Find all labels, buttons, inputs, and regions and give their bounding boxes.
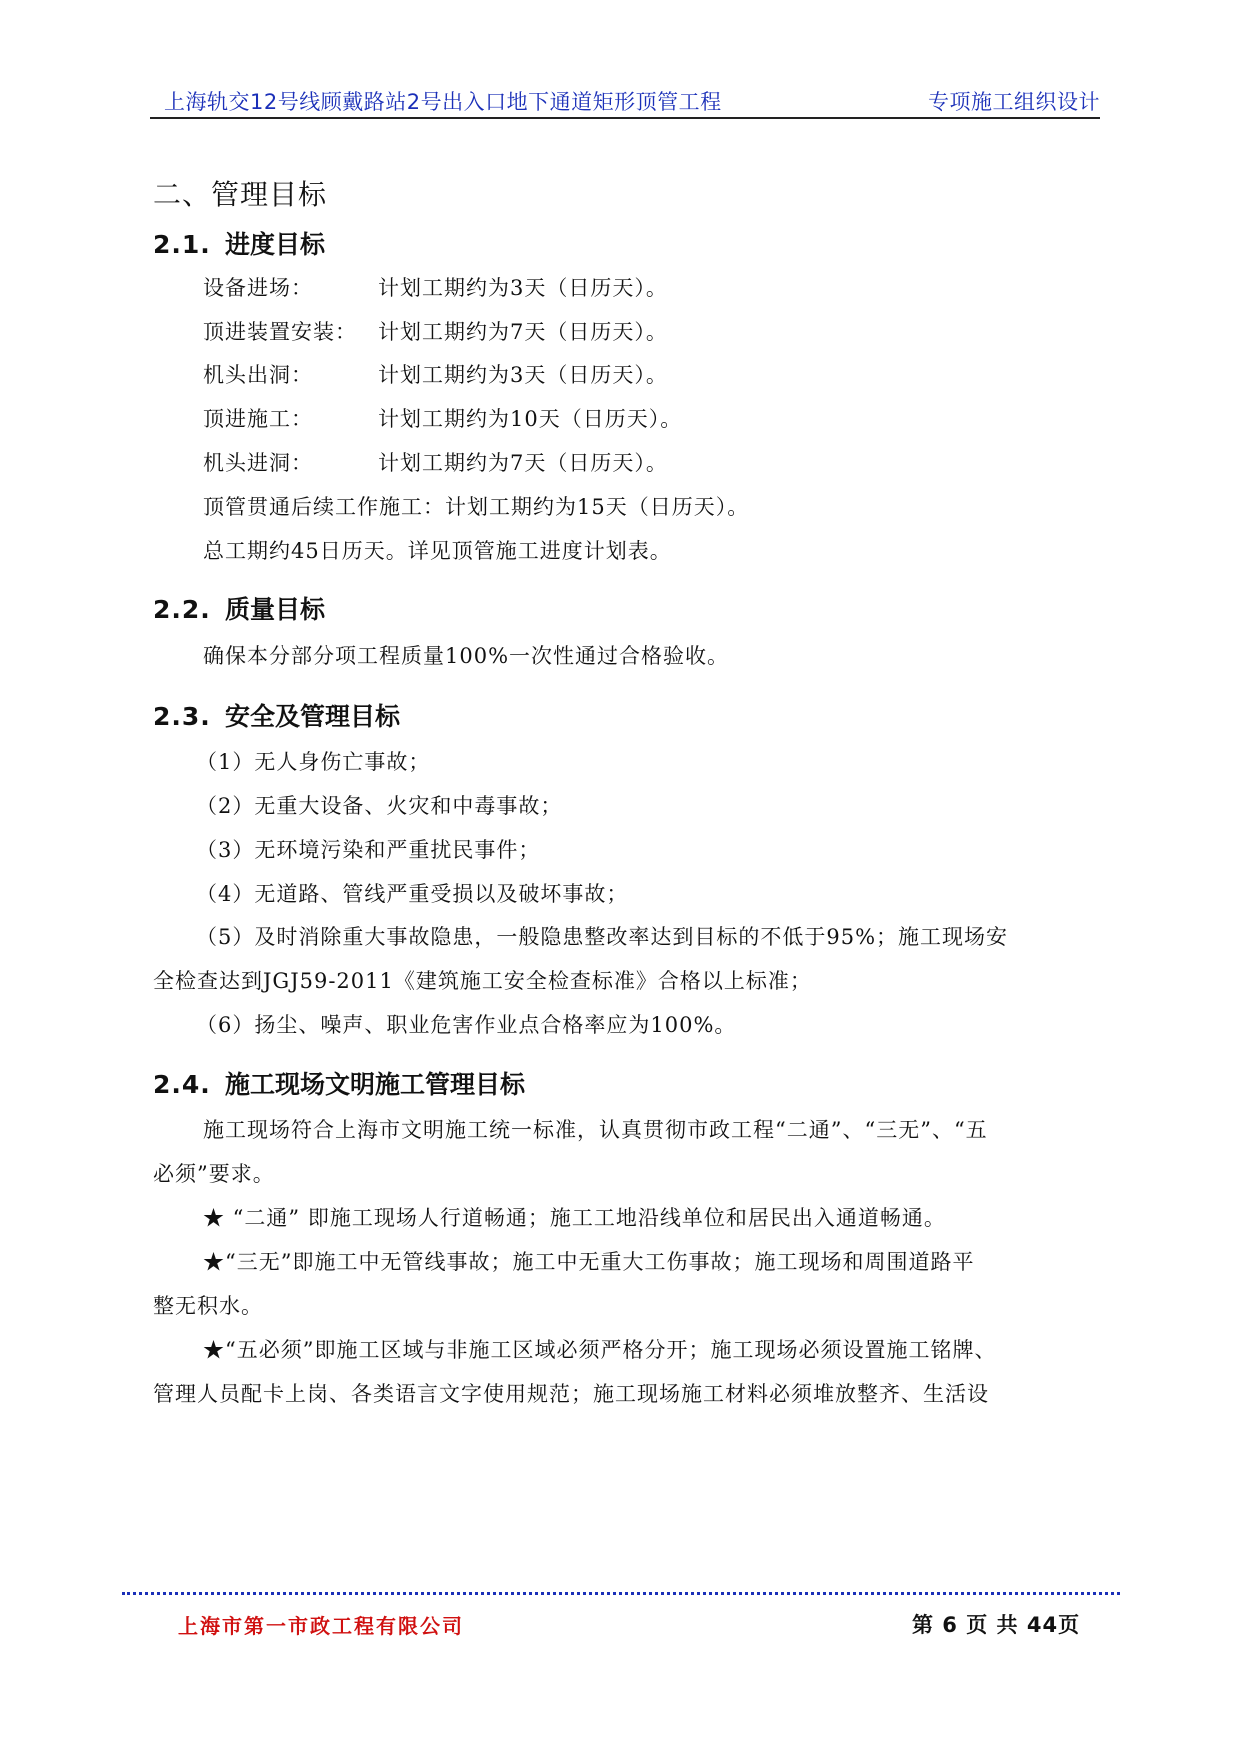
star-paragraph: ★ “二通” 即施工现场人行道畅通；施工工地沿线单位和居民出入通道畅通。: [203, 1206, 946, 1230]
footer-page-number: 第 6 页 共 44页: [912, 1613, 1081, 1637]
subsection-title: 质量目标: [225, 595, 326, 624]
subsection-number: 2.3.: [153, 702, 211, 731]
schedule-text: 计划工期约为7天（日历天）。: [378, 451, 668, 475]
schedule-item: [203, 359, 668, 389]
schedule-text: 计划工期约为10天（日历天）。: [378, 407, 683, 431]
safety-item: （4）无道路、管线严重受损以及破坏事故；: [196, 882, 629, 906]
subsection-2-1-heading: [153, 225, 325, 261]
subsection-number: 2.2.: [153, 595, 211, 624]
schedule-followup-line: 顶管贯通后续工作施工：计划工期约为15天（日历天）。: [203, 495, 750, 519]
subsection-title: 安全及管理目标: [225, 702, 401, 731]
star-paragraph: ★“三无”即施工中无管线事故；施工中无重大工伤事故；施工现场和周围道路平: [203, 1250, 975, 1274]
schedule-item: [203, 447, 668, 477]
schedule-text: 计划工期约为7天（日历天）。: [378, 320, 668, 344]
subsection-2-3-heading: [153, 697, 400, 733]
safety-item: （3）无环境污染和严重扰民事件；: [196, 838, 541, 862]
schedule-total-line: 总工期约45日历天。详见顶管施工进度计划表。: [203, 539, 672, 563]
paragraph-line: 管理人员配卡上岗、各类语言文字使用规范；施工现场施工材料必须堆放整齐、生活设: [153, 1382, 989, 1406]
star-paragraph: ★“五必须”即施工区域与非施工区域必须严格分开；施工现场必须设置施工铭牌、: [203, 1338, 997, 1362]
subsection-title: 施工现场文明施工管理目标: [225, 1070, 526, 1099]
subsection-number: 2.4.: [153, 1070, 211, 1099]
paragraph-line: 整无积水。: [153, 1294, 263, 1318]
safety-item: （5）及时消除重大事故隐患，一般隐患整改率达到目标的不低于95%；施工现场安: [196, 925, 1009, 949]
schedule-item: [203, 403, 682, 433]
quality-goal-text: 确保本分部分项工程质量100%一次性通过合格验收。: [203, 644, 730, 668]
header-document-type: 专项施工组织设计: [928, 90, 1100, 114]
subsection-2-2-heading: [153, 590, 325, 626]
schedule-label: 机头出洞：: [203, 363, 313, 387]
subsection-2-4-heading: [153, 1065, 525, 1101]
paragraph-line: 施工现场符合上海市文明施工统一标准，认真贯彻市政工程“二通”、“三无”、“五: [203, 1118, 988, 1142]
subsection-number: 2.1.: [153, 230, 211, 259]
safety-item: （2）无重大设备、火灾和中毒事故；: [196, 794, 563, 818]
safety-item-continuation: 全检查达到JGJ59-2011《建筑施工安全检查标准》合格以上标准；: [153, 969, 812, 993]
header-rule: [150, 117, 1100, 119]
safety-item: （6）扬尘、噪声、职业危害作业点合格率应为100%。: [196, 1013, 737, 1037]
header-project-title: 上海轨交12号线顾戴路站2号出入口地下通道矩形顶管工程: [164, 90, 722, 114]
schedule-label: 机头进洞：: [203, 451, 313, 475]
safety-item: （1）无人身伤亡事故；: [196, 750, 431, 774]
schedule-label: 顶进装置安装：: [203, 320, 357, 344]
section-title: 二、管理目标: [153, 178, 328, 211]
paragraph-line: 必须”要求。: [153, 1162, 275, 1186]
subsection-title: 进度目标: [225, 230, 326, 259]
footer-dotted-rule: [122, 1592, 1120, 1595]
schedule-item: [203, 316, 668, 346]
schedule-item: [203, 272, 668, 302]
schedule-label: 设备进场：: [203, 276, 313, 300]
schedule-text: 计划工期约为3天（日历天）。: [378, 276, 668, 300]
schedule-text: 计划工期约为3天（日历天）。: [378, 363, 668, 387]
footer-company-name: 上海市第一市政工程有限公司: [178, 1614, 464, 1638]
schedule-label: 顶进施工：: [203, 407, 313, 431]
